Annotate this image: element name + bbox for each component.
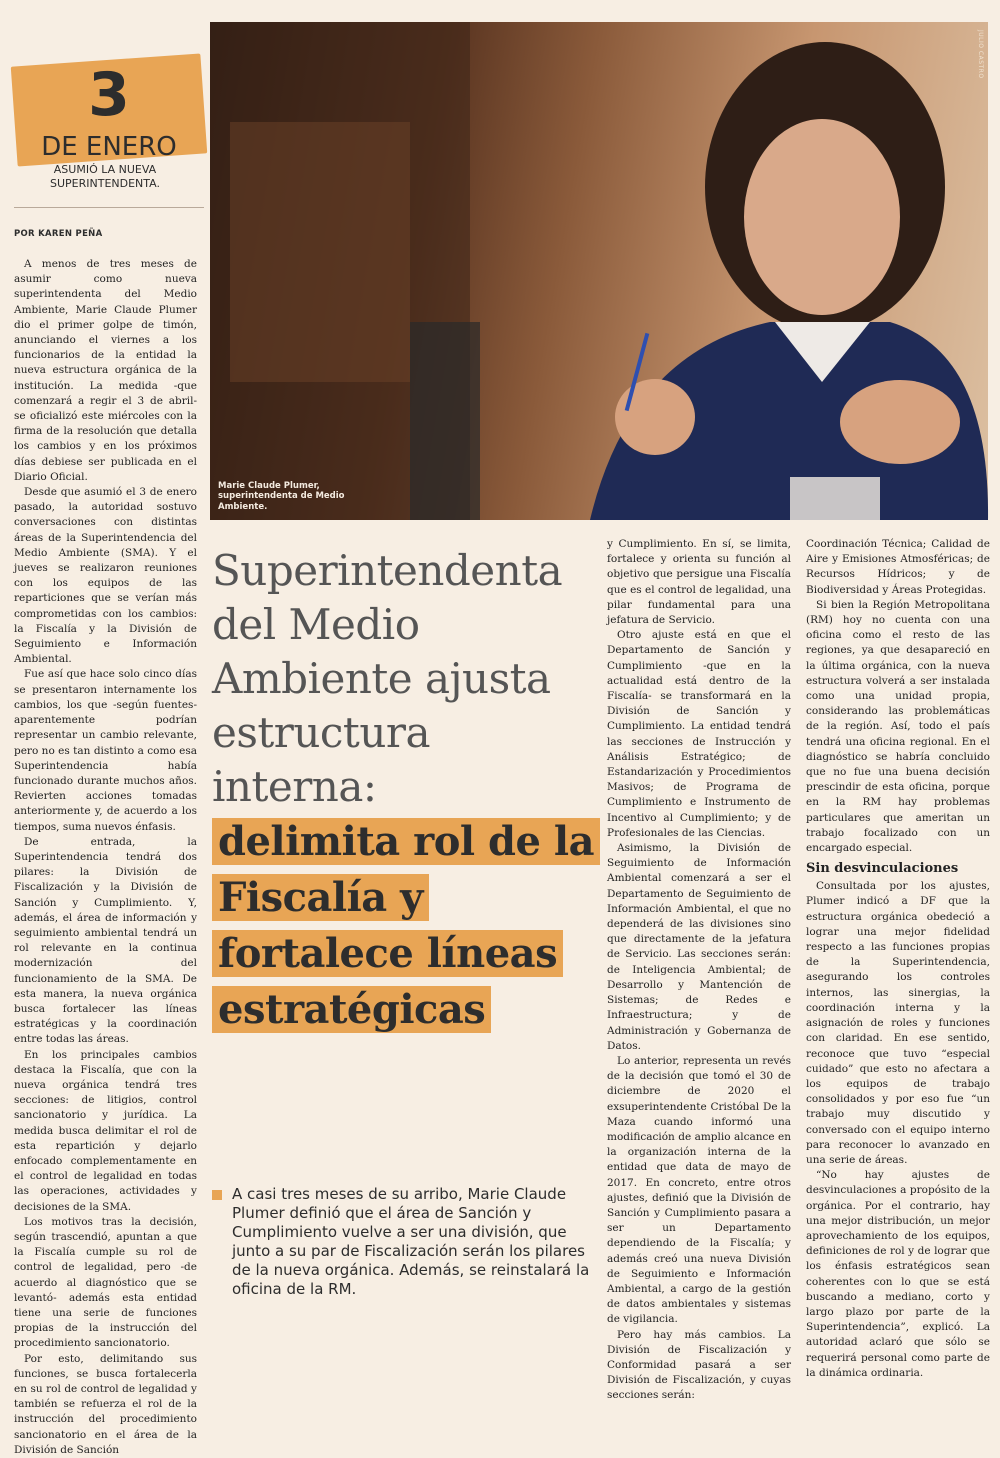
paragraph: De entrada, la Superintendencia tendrá dos pilares: la División de Fiscalización y la División de Sanción y Cumplimiento. Y, además, el área de información y seguimiento ambiental tendrá un rol relevante en la continua modernización del funcionamiento de la SMA. De esta manera, la nueva orgánica busca fortalecer las líneas estratégicas y la coordinación entre todas las áreas. xyxy=(14,835,197,1046)
paragraph: “No hay ajustes de desvinculaciones a propósito de la orgánica. Por el contrario, hay una mejor distribución, un mejor aprovechamiento de los equipos, definiciones de rol y de lograr que los énfasis estratégicos sean coherentes con lo que se está buscando a mediano, corto y largo plazo por parte de la Superintendencia”, explicó. La autoridad aclaró que sólo se requerirá personal como parte de la dinámica ordinaria. xyxy=(806,1169,990,1379)
column-divider xyxy=(14,207,204,208)
subheading: Sin desvinculaciones xyxy=(806,861,959,877)
article-column-3 xyxy=(806,537,990,1381)
paragraph: Asimismo, la División de Seguimiento de Información Ambiental comenzará a ser el Departamento de Seguimiento de Información Ambiental, el que no dependerá de las divisiones sino que directamente de la jefatura de Servicio. Las secciones serán: de Inteligencia Ambiental; de Desarrollo y Mantención de Sistemas; de Redes e Infraestructura; y de Administración y Gobernanza de Datos. xyxy=(607,842,791,1052)
date-month: DE ENERO xyxy=(41,132,177,162)
paragraph: Consultada por los ajustes, Plumer indicó a DF que la estructura orgánica obedeció a lograr una mejor fidelidad respecto a las funciones propias de la Superintendencia, asegurando los controles internos, las sinergias, la coordinación interna y la asignación de roles y funciones con claridad. En ese sentido, reconoce que tuvo “especial cuidado” que esto no afectara a los equipos de trabajo consolidados y por eso fue “un trabajo muy discutido y conversado con el equipo interno para reconocer lo avanzado en una serie de áreas. xyxy=(806,880,990,1166)
lede-text: A casi tres meses de su arribo, Marie Claude Plumer definió que el área de Sanción y Cumplimiento vuelve a ser una división, que junto a su par de Fiscalización serán los pilares de la nueva orgánica. Además, se reinstalará la oficina de la RM. xyxy=(232,1185,590,1298)
byline: POR KAREN PEÑA xyxy=(14,229,103,239)
paragraph: Por esto, delimitando sus funciones, se busca fortalecerla en su rol de control de legalidad y también se refuerza el rol de la instrucción del procedimiento sancionatorio en el área de la División de Sanción xyxy=(14,1352,197,1456)
paragraph: Los motivos tras la decisión, según trascendió, apuntan a que la Fiscalía cumple su rol de control de legalidad, pero -de acuerdo al diagnóstico que se levantó- además esta entidad tiene una serie de funciones propias de la instrucción del procedimiento sancionatorio. xyxy=(14,1215,197,1350)
headline-accent xyxy=(212,814,598,1038)
paragraph: Pero hay más cambios. La División de Fiscalización y Conformidad pasará a ser División de Fiscalización, y cuyas secciones serán: xyxy=(607,1328,791,1402)
paragraph: Fue así que hace solo cinco días se presentaron internamente los cambios, los que -según fuentes- aparentemente podrían representar un cambio relevante, pero no es tan distinto a como esa Superintendencia había funcionado durante muchos años. Revierten acciones tomadas anteriormente y, de acuerdo a los tiempos, suma nuevos énfasis. xyxy=(14,668,197,833)
paragraph: A menos de tres meses de asumir como nueva superintendenta del Medio Ambiente, Marie Claude Plumer dio el primer golpe de timón, anunciando el viernes a los funcionarios de la entidad la nueva estructura orgánica de la institución. La medida -que comenzará a regir el 3 de abril- se oficializó este miércoles con la firma de la resolución que detalla los cambios y en los próximos días debiese ser publicada en el Diario Oficial. xyxy=(14,258,197,483)
lede xyxy=(212,1185,594,1299)
date-caption: ASUMIÓ LA NUEVA SUPERINTENDENTA. xyxy=(50,163,160,190)
headline-accent-text: delimita rol de la Fiscalía y fortalece líneas estratégicas xyxy=(212,818,600,1033)
paragraph: y Cumplimiento. En sí, se limita, fortalece y orienta su función al objetivo que persigue una Fiscalía que es el control de legalidad, una pilar fundamental para una jefatura de Servicio. xyxy=(607,538,791,627)
article-column-1 xyxy=(14,257,197,1458)
article-photo xyxy=(210,22,988,520)
paragraph: Lo anterior, representa un revés de la decisión que tomó el 30 de diciembre de 2020 el exsuperintendente Cristóbal De la Maza cuando informó una modificación de amplio alcance en la organización interna de la entidad que data de mayo de 2017. En concreto, entre otros ajustes, definió que la División de Sanción y Cumplimiento pasara a ser un Departamento dependiendo de la Fiscalía; y además creó una nueva División de Seguimiento e Información Ambiental, a cargo de la gestión de datos ambientales y sistemas de vigilancia. xyxy=(607,1054,791,1326)
paragraph: Desde que asumió el 3 de enero pasado, la autoridad sostuvo conversaciones con distintas áreas de la Superintendencia del Medio Ambiente (SMA). Y el jueves se realizaron reuniones con los equipos de las reparticiones que se verían más comprometidas con los cambios: la Fiscalía y la División de Seguimiento e Información Ambiental. xyxy=(14,486,197,666)
photo-caption: Marie Claude Plumer, superintendenta de Medio Ambiente. xyxy=(218,480,345,512)
paragraph: Coordinación Técnica; Calidad de Aire y Emisiones Atmosféricas; de Recursos Hídricos; y de Biodiversidad y Áreas Protegidas. xyxy=(806,538,990,596)
photo-credit: JULIO CASTRO xyxy=(977,30,984,79)
headline-main: Superintendenta del Medio Ambiente ajusta estructura interna: xyxy=(212,546,563,811)
headline xyxy=(212,544,598,1038)
portrait-illustration xyxy=(210,22,988,520)
date-badge xyxy=(14,60,204,180)
paragraph: Otro ajuste está en que el Departamento de Sanción y Cumplimiento -que en la actualidad está dentro de la Fiscalía- se transformará en la División de Sanción y Cumplimiento. La entidad tendrá las secciones de Instrucción y Análisis Estratégico; de Estandarización y Procedimientos Masivos; de Programa de Cumplimiento e Instrumento de Incentivo al Cumplimiento; y de Profesionales de las Ciencias. xyxy=(607,629,791,839)
paragraph: En los principales cambios destaca la Fiscalía, que con la nueva orgánica tendrá tres secciones: de litigios, control sancionatorio y jurídica. La medida busca delimitar el rol de esta repartición y dejarlo enfocado complementamente en el control de legalidad en todas las operaciones, actividades y decisiones de la SMA. xyxy=(14,1048,197,1213)
paragraph: Si bien la Región Metropolitana (RM) hoy no cuenta con una oficina como el resto de las regiones, ya que desapareció en la última orgánica, con la nueva estructura volverá a ser instalada como una unidad propia, considerando las problemáticas de la región. Así, todo el país tendrá una oficina regional. En el diagnóstico se habría concluido que no fue una buena decisión prescindir de esta oficina, porque en la RM hay problemas particulares que ameritan un trabajo focalizado con un encargado especial. xyxy=(806,598,990,855)
bullet-square-icon xyxy=(212,1190,222,1200)
article-column-2 xyxy=(607,537,791,1404)
date-day: 3 xyxy=(88,60,130,130)
